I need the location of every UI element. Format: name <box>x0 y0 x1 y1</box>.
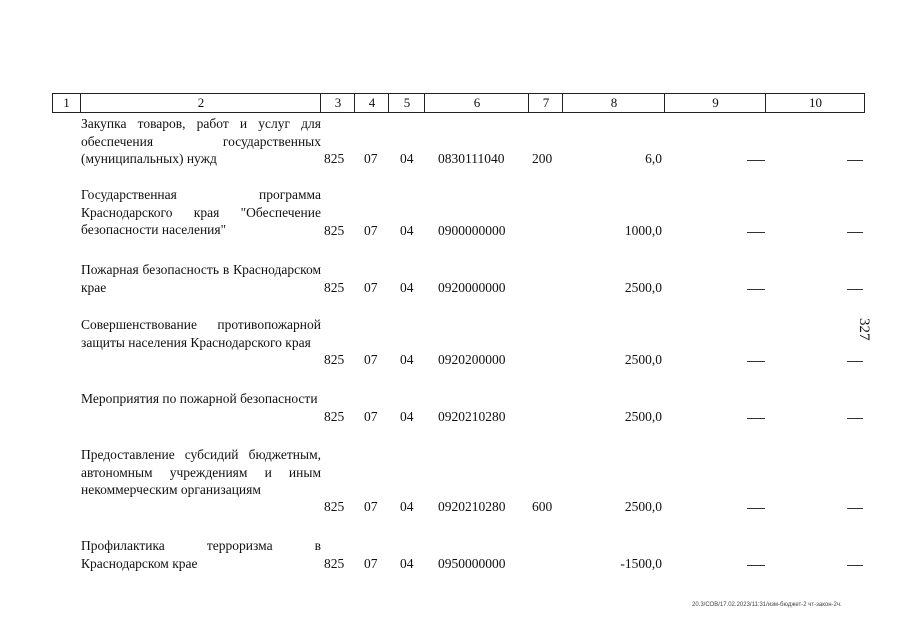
cell-col-3: 825 <box>324 352 345 367</box>
cell-col-4: 07 <box>364 409 378 424</box>
row-description: Совершенствование противопожарной защиты населения Краснодарского края <box>81 317 321 350</box>
header-col-6: 6 <box>424 94 529 112</box>
cell-col-9-dash <box>747 508 765 509</box>
cell-col-4: 07 <box>364 556 378 571</box>
cell-col-3: 825 <box>324 556 345 571</box>
cell-col-8: 2500,0 <box>624 280 662 295</box>
cell-col-6: 0920210280 <box>438 409 506 424</box>
cell-col-9-dash <box>747 361 765 362</box>
cell-col-8: 2500,0 <box>624 409 662 424</box>
cell-col-6: 0920000000 <box>438 280 506 295</box>
cell-col-9-dash <box>747 232 765 233</box>
row-description: Мероприятия по пожарной безопасности <box>81 391 318 406</box>
cell-col-3: 825 <box>324 223 345 238</box>
cell-col-8: 1000,0 <box>624 223 662 238</box>
header-col-7: 7 <box>528 94 563 112</box>
cell-col-5: 04 <box>400 556 414 571</box>
header-col-1: 1 <box>63 95 70 110</box>
cell-col-5: 04 <box>400 409 414 424</box>
row-description: Государственная программа Краснодарского края "Обеспечение безопасности населения" <box>81 187 321 237</box>
table-header <box>52 93 865 113</box>
cell-col-6: 0900000000 <box>438 223 506 238</box>
cell-col-10-dash <box>847 289 863 290</box>
cell-col-10-dash <box>847 361 863 362</box>
cell-col-7: 600 <box>532 499 553 514</box>
row-description: Закупка товаров, работ и услуг для обеспечения государственных (муниципальных) нужд <box>81 116 321 166</box>
cell-col-8: 2500,0 <box>624 499 662 514</box>
cell-col-3: 825 <box>324 280 345 295</box>
cell-col-10-dash <box>847 565 863 566</box>
cell-col-9-dash <box>747 418 765 419</box>
header-col-9: 9 <box>664 94 766 112</box>
cell-col-4: 07 <box>364 280 378 295</box>
row-description: Предоставление субсидий бюджетным, автономным учреждениям и иным некоммерческим организациям <box>81 447 321 497</box>
row-description: Профилактика терроризма в Краснодарском крае <box>81 538 321 571</box>
cell-col-10-dash <box>847 232 863 233</box>
footer-note: 20.3/СОВ/17.02.2023/11:31/изм-бюджет-2 чт-закон-2ч. <box>692 602 842 608</box>
cell-col-10-dash <box>847 160 863 161</box>
header-col-5: 5 <box>388 94 425 112</box>
cell-col-8: 6,0 <box>645 151 662 166</box>
table-row <box>52 261 865 301</box>
page-number: 327 <box>856 318 872 341</box>
header-col-10: 10 <box>765 94 865 112</box>
cell-col-9-dash <box>747 565 765 566</box>
cell-col-5: 04 <box>400 151 414 166</box>
cell-col-6: 0950000000 <box>438 556 506 571</box>
cell-col-4: 07 <box>364 223 378 238</box>
cell-col-4: 07 <box>364 499 378 514</box>
table-row <box>52 537 865 577</box>
cell-col-5: 04 <box>400 280 414 295</box>
cell-col-7: 200 <box>532 151 553 166</box>
header-col-8: 8 <box>562 94 665 112</box>
table-row <box>52 446 865 521</box>
cell-col-4: 07 <box>364 352 378 367</box>
cell-col-3: 825 <box>324 409 345 424</box>
cell-col-5: 04 <box>400 223 414 238</box>
cell-col-10-dash <box>847 508 863 509</box>
cell-col-6: 0920200000 <box>438 352 506 367</box>
cell-col-9-dash <box>747 160 765 161</box>
cell-col-6: 0920210280 <box>438 499 506 514</box>
cell-col-8: -1500,0 <box>620 556 662 571</box>
cell-col-5: 04 <box>400 352 414 367</box>
cell-col-8: 2500,0 <box>624 352 662 367</box>
cell-col-3: 825 <box>324 499 345 514</box>
cell-col-10-dash <box>847 418 863 419</box>
row-description: Пожарная безопасность в Краснодарском крае <box>81 262 321 295</box>
cell-col-4: 07 <box>364 151 378 166</box>
header-col-4: 4 <box>354 94 389 112</box>
table-row <box>52 316 865 376</box>
cell-col-5: 04 <box>400 499 414 514</box>
header-col-3: 3 <box>320 94 355 112</box>
cell-col-6: 0830111040 <box>438 151 505 166</box>
table-row <box>52 186 865 246</box>
table-row <box>52 390 865 430</box>
header-col-2: 2 <box>80 94 321 112</box>
table-row <box>52 115 865 175</box>
cell-col-9-dash <box>747 289 765 290</box>
cell-col-3: 825 <box>324 151 345 166</box>
